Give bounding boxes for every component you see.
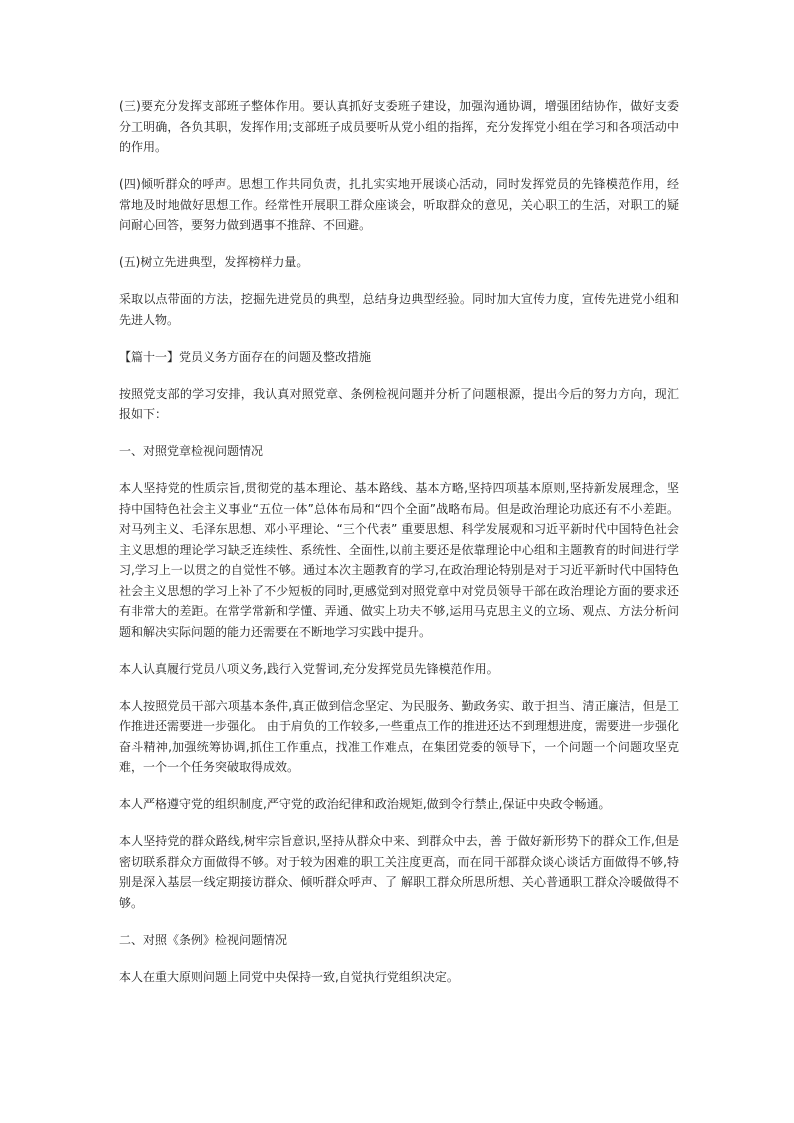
paragraph-point-to-area: 采取以点带面的方法，挖掘先进党员的典型，总结身边典型经验。同时加大宣传力度，宣传先进党小组和先进人物。	[119, 292, 679, 327]
section-heading-part-eleven: 【篇十一】党员义务方面存在的问题及整改措施	[119, 349, 372, 364]
paragraph-eight-duties: 本人认真履行党员八项义务,践行入党誓词,充分发挥党员先锋模范作用。	[119, 661, 499, 676]
subheading-regulations-check: 二、对照《条例》检视问题情况	[119, 932, 288, 947]
paragraph-support-branch-role: (三)要充分发挥支部班子整体作用。要认真抓好支委班子建设，加强沟通协调，增强团结协作，做好支委分工明确，各负其职，发挥作用;支部班子成员要听从党小组的指挥，充分发挥党小组在学习和各项活动中的作用。	[119, 99, 679, 154]
document-body	[119, 96, 679, 1004]
paragraph-six-conditions: 本人按照党员干部六项基本条件,真正做到信念坚定、为民服务、勤政务实、敢于担当、清正廉洁，但是工作推进还需要进一步强化。 由于肩负的工作较多,一些重点工作的推进还达不到理想进度，需要进一步强化奋斗精神,加强统筹协调,抓住工作重点，找准工作难点，在集团党委的领导下，一个问题一个问题攻坚克难，一个一个任务突破取得成效。	[119, 698, 679, 774]
paragraph-organizational-system: 本人严格遵守党的组织制度,严守党的政治纪律和政治规矩,做到令行禁止,保证中央政令畅通。	[119, 797, 611, 811]
paragraph-mass-line: 本人坚持党的群众路线,树牢宗旨意识,坚持从群众中来、到群众中去，善 于做好新形势下的群众工作,但是密切联系群众方面做得不够。对于较为困难的职工关注度更高，而在同干部群众谈心谈话方面做得不够,特别是深入基层一线定期接访群众、倾听群众呼声、了 解职工群众所思所想、关心普通职工群众冷暖做得不够。	[119, 834, 679, 910]
paragraph-advanced-models-heading: (五)树立先进典型，发挥榜样力量。	[119, 255, 309, 269]
paragraph-theory-study: 本人坚持党的性质宗旨,贯彻党的基本理论、基本路线、基本方略,坚持四项基本原则,坚持新发展理念，坚持中国特色社会主义事业“五位一体”总体布局和“四个全面”战略布局。但是政治理论功底还有不小差距。对马列主义、毛泽东思想、邓小平理论、“三个代表” 重要思想、科学发展观和习近平新时代中国特色社会主义思想的理论学习缺乏连续性、系统性、全面性,以前主要还是依靠理论中心组和主题教育的时间进行学习,学习上一以贯之的自觉性不够。通过本次主题教育的学习,在政治理论特别是对于习近平新时代中国特色社会主义思想的学习上补了不少短板的同时,更感觉到对照党章中对党员领导干部在政治理论方面的要求还有非常大的差距。在常学常新和学懂、弄通、做实上功夫不够,运用马克思主义的立场、观点、方法分析问题和解决实际问题的能力还需要在不断地学习实践中提升。	[119, 481, 679, 639]
paragraph-major-principles: 本人在重大原则问题上同党中央保持一致,自觉执行党组织决定。	[119, 969, 459, 984]
paragraph-study-arrangement: 按照党支部的学习安排，我认真对照党章、条例检视问题并分析了问题根源，提出今后的努力方向，现汇报如下：	[119, 386, 679, 421]
subheading-party-constitution-check: 一、对照党章检视问题情况	[119, 444, 264, 458]
paragraph-listen-to-masses: (四)倾听群众的呼声。思想工作共同负责，扎扎实实地开展谈心活动，同时发挥党员的先锋模范作用，经常地及时地做好思想工作。经常性开展职工群众座谈会，听取群众的意见，关心职工的生活，对职工的疑问耐心回答，要努力做到遇事不推辞、不回避。	[119, 177, 679, 232]
